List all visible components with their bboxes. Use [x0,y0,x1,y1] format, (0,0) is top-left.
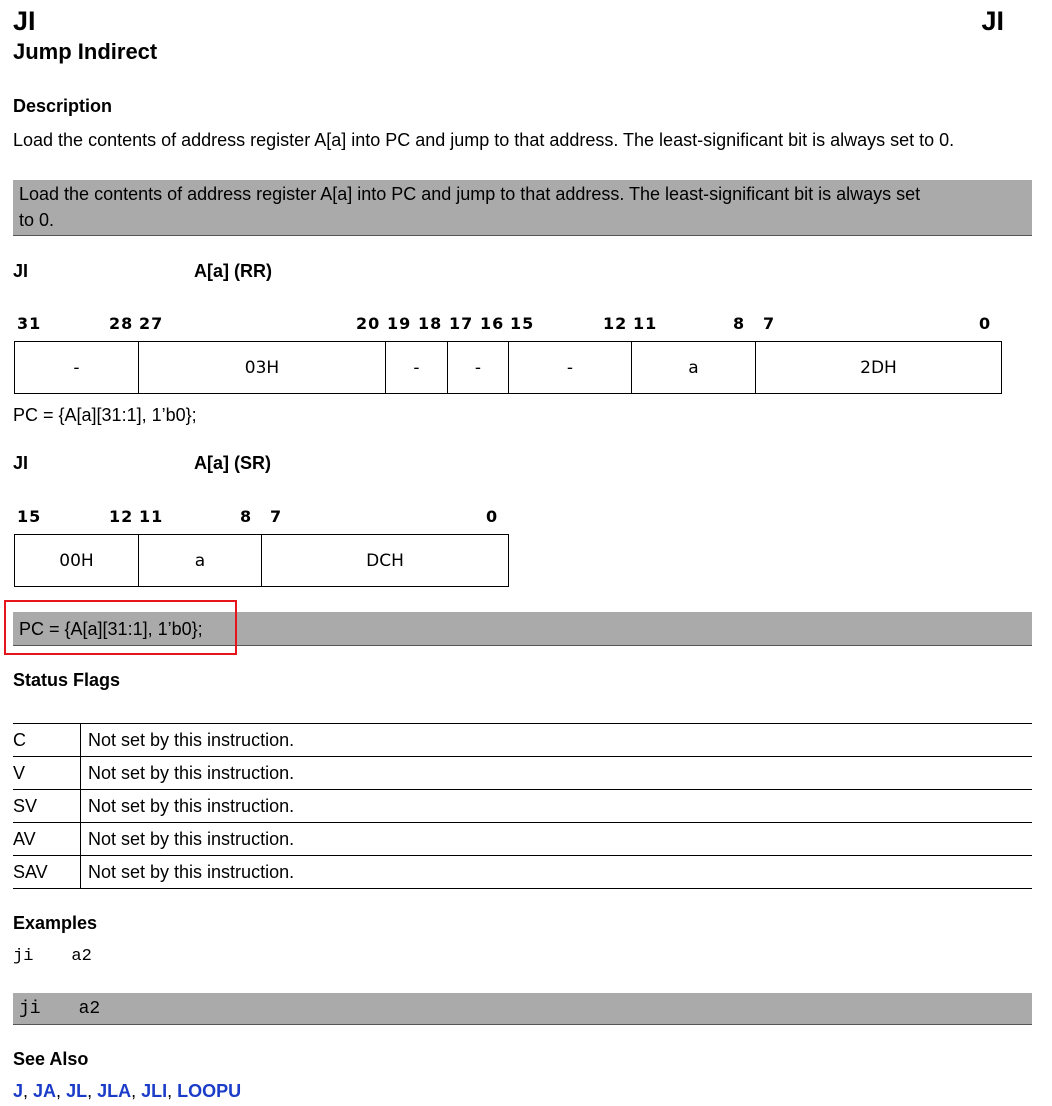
bit-label: 7 [270,507,283,526]
encoding-field: - [509,342,632,393]
bit-label: 0 [486,507,499,526]
instruction-mnemonic-right: JI [981,6,1004,36]
sr-operation: PC = {A[a][31:1], 1’b0}; [19,619,203,639]
example-code-boxed [19,996,100,1022]
see-also-heading: See Also [13,1049,89,1069]
encoding-field: - [15,342,139,393]
bit-label: 20 [356,314,381,333]
flag-name: V [13,757,81,790]
status-flags-table [13,723,1032,889]
flag-description: Not set by this instruction. [81,856,1033,889]
table-row [13,790,1032,823]
instruction-title: Jump Indirect [13,39,158,64]
encoding-field: a [139,535,262,586]
flag-name: AV [13,823,81,856]
highlight-box [4,600,237,655]
link-j[interactable]: J [13,1081,24,1101]
encoding-field: 00 H [15,535,139,586]
bit-label: 16 [480,314,505,333]
bit-label: 18 [418,314,443,333]
bit-label: 27 [139,314,164,333]
description-box [13,180,1032,236]
example-opcode: ji [19,999,41,1019]
link-jl[interactable]: JL [66,1081,88,1101]
encoding-field: - [386,342,448,393]
link-jla[interactable]: JLA [97,1081,132,1101]
bit-label: 7 [763,314,776,333]
status-flags-heading: Status Flags [13,670,121,690]
sr-mnemonic: JI [13,453,29,473]
table-row [13,757,1032,790]
bit-label: 0 [979,314,992,333]
rr-operand: A[a] (RR) [194,261,272,281]
table-row [13,823,1032,856]
encoding-field: a [632,342,756,393]
description-text: Load the contents of address register A[a] into PC and jump to that address. The least-significant bit is always set to 0. [13,130,955,150]
table-row [13,724,1032,757]
bit-label: 28 [109,314,134,333]
flag-description: Not set by this instruction. [81,724,1033,757]
encoding-field: 03 H [139,342,386,393]
sr-operand: A[a] (SR) [194,453,271,473]
link-jli[interactable]: JLI [141,1081,168,1101]
bit-label: 8 [733,314,746,333]
description-heading: Description [13,96,113,116]
instruction-mnemonic: JI [13,6,36,36]
bit-label: 19 [387,314,412,333]
bit-label: 15 [510,314,535,333]
description-box-line2: to 0. [19,210,55,230]
encoding-field: 2D H [860,357,897,378]
flag-description: Not set by this instruction. [81,823,1033,856]
bit-label: 31 [17,314,42,333]
bit-label: 12 [603,314,628,333]
bit-label: 11 [633,314,658,333]
bit-label: 12 [109,507,134,526]
sr-encoding-diagram [14,534,509,587]
example-code [13,947,92,966]
flag-name: SAV [13,856,81,889]
flag-description: Not set by this instruction. [81,790,1033,823]
encoding-field: DC H [366,550,404,571]
link-loopu[interactable]: LOOPU [177,1081,242,1101]
example-opcode: ji [13,947,34,966]
flag-description: Not set by this instruction. [81,757,1033,790]
rr-encoding-diagram [14,341,1002,394]
bit-label: 17 [449,314,474,333]
description-box-line1: Load the contents of address register A[a] into PC and jump to that address. The least-significant bit is always set [19,184,921,204]
bit-label: 8 [240,507,253,526]
flag-name: SV [13,790,81,823]
example-code-box [13,993,1032,1025]
see-also-links: J, JA, JL, JLA, JLI, LOOPU [13,1081,242,1101]
example-operand: a2 [71,947,92,966]
link-ja[interactable]: JA [33,1081,57,1101]
rr-operation: PC = {A[a][31:1], 1’b0}; [13,405,197,425]
encoding-field: - [448,342,509,393]
flag-name: C [13,724,81,757]
examples-heading: Examples [13,913,98,933]
example-operand: a2 [78,999,101,1019]
rr-mnemonic: JI [13,261,29,281]
table-row [13,856,1032,889]
bit-label: 11 [139,507,164,526]
bit-label: 15 [17,507,42,526]
